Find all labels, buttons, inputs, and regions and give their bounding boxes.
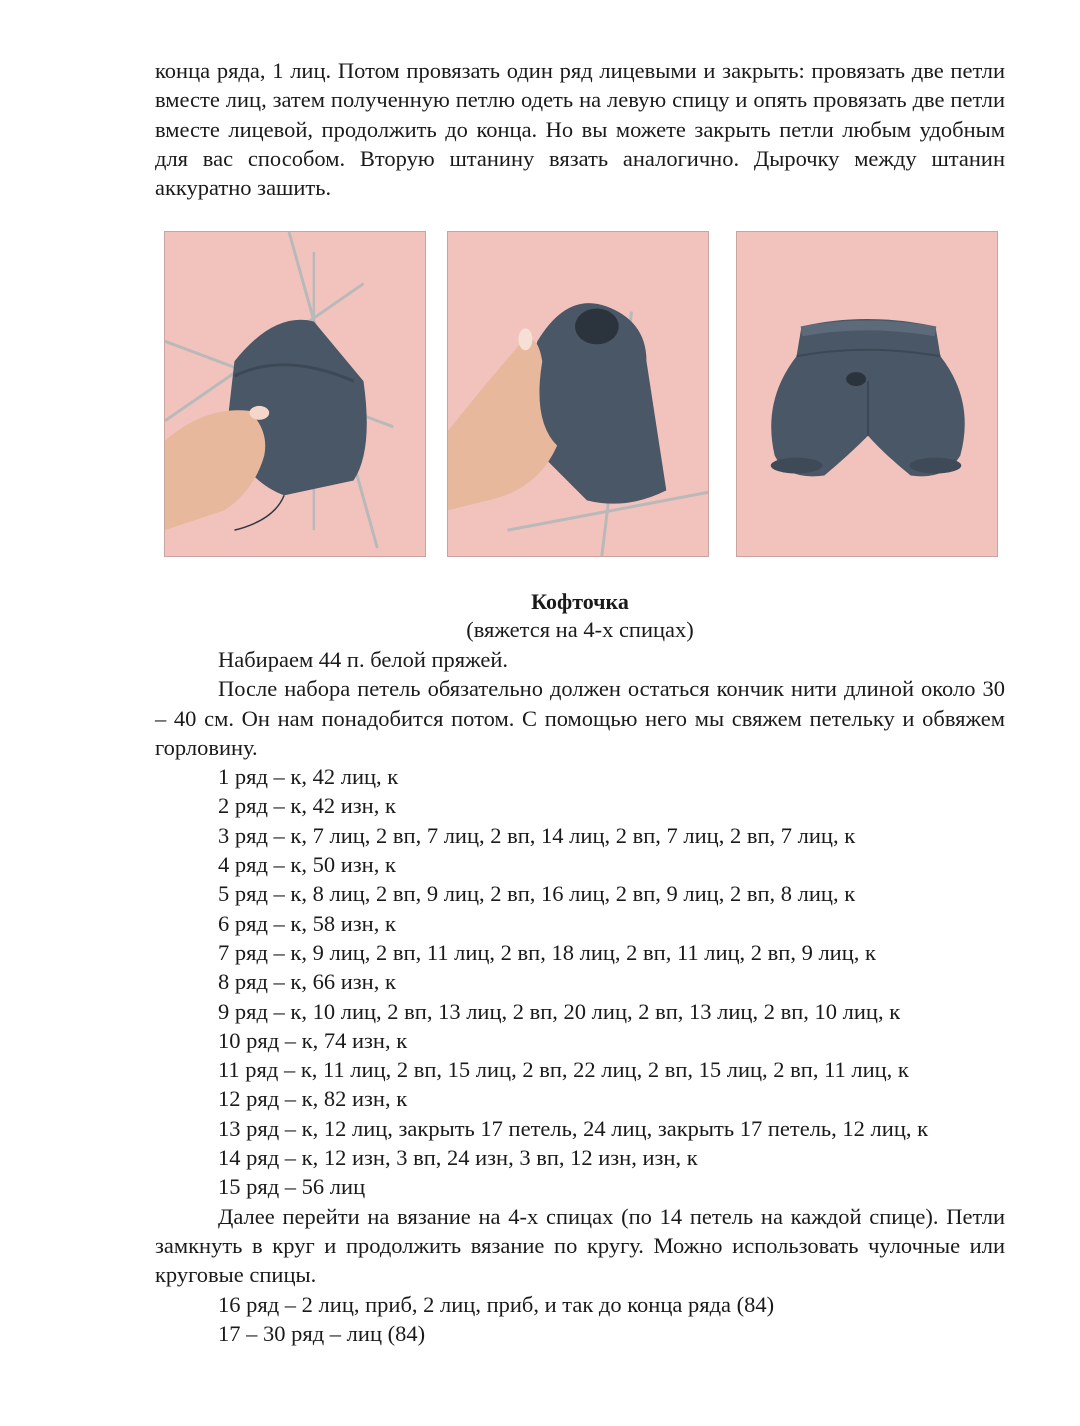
row-17-30: 17 – 30 ряд – лиц (84) xyxy=(218,1320,426,1346)
row-10: 10 ряд – к, 74 изн, к xyxy=(218,1027,408,1053)
photo-knitting-in-progress xyxy=(447,231,709,557)
row-15: 15 ряд – 56 лиц xyxy=(218,1174,366,1200)
photo-finished-bloomers xyxy=(736,231,998,557)
pattern-instructions xyxy=(155,645,1005,1348)
row-14: 14 ряд – к, 12 изн, 3 вп, 24 изн, 3 вп, 12 изн, изн, к xyxy=(218,1145,698,1171)
section-title: Кофточка xyxy=(531,589,629,614)
section-subtitle: (вяжется на 4-х спицах) xyxy=(466,617,694,642)
row-9: 9 ряд – к, 10 лиц, 2 вп, 13 лиц, 2 вп, 20 лиц, 2 вп, 13 лиц, 2 вп, 10 лиц, к xyxy=(218,998,901,1024)
row-13: 13 ряд – к, 12 лиц, закрыть 17 петель, 24 лиц, закрыть 17 петель, 12 лиц, к xyxy=(218,1115,929,1141)
row-11: 11 ряд – к, 11 лиц, 2 вп, 15 лиц, 2 вп, 22 лиц, 2 вп, 15 лиц, 2 вп, 11 лиц, к xyxy=(218,1057,909,1083)
cast-on-line: Набираем 44 п. белой пряжей. xyxy=(218,647,509,672)
row-6: 6 ряд – к, 58 изн, к xyxy=(218,910,396,936)
row-3: 3 ряд – к, 7 лиц, 2 вп, 7 лиц, 2 вп, 14 лиц, 2 вп, 7 лиц, 2 вп, 7 лиц, к xyxy=(218,822,856,848)
intro-paragraph: конца ряда, 1 лиц. Потом провязать один ряд лицевыми и закрыть: провязать две петли вместе лиц, затем полученную петлю одеть на левую спицу и опять провязать две петли вместе лицевой, продолжить до конца. Но вы можете закрыть петли любым удобным для вас способом. Вторую штанину вязать аналогично. Дырочку между штанин аккуратно зашить. xyxy=(155,58,1005,201)
row-12: 12 ряд – к, 82 изн, к xyxy=(218,1086,408,1112)
row-1: 1 ряд – к, 42 лиц, к xyxy=(218,764,399,790)
tail-note: После набора петель обязательно должен остаться кончик нити длиной около 30 – 40 см. Он нам понадобится потом. С помощью него мы свяжем петельку и обвяжем горловину. xyxy=(155,676,1005,760)
row-8: 8 ряд – к, 66 изн, к xyxy=(218,969,396,995)
row-7: 7 ряд – к, 9 лиц, 2 вп, 11 лиц, 2 вп, 18 лиц, 2 вп, 11 лиц, 2 вп, 9 лиц, к xyxy=(218,939,876,965)
photo-knitting-on-needles xyxy=(164,231,426,557)
round-knitting-note: Далее перейти на вязание на 4-х спицах (по 14 петель на каждой спице). Петли замкнуть в круг и продолжить вязание по кругу. Можно использовать чулочные или круговые спицы. xyxy=(155,1203,1005,1288)
row-5: 5 ряд – к, 8 лиц, 2 вп, 9 лиц, 2 вп, 16 лиц, 2 вп, 9 лиц, 2 вп, 8 лиц, к xyxy=(218,881,856,907)
row-4: 4 ряд – к, 50 изн, к xyxy=(218,852,396,878)
row-16: 16 ряд – 2 лиц, приб, 2 лиц, приб, и так до конца ряда (84) xyxy=(218,1291,775,1317)
row-2: 2 ряд – к, 42 изн, к xyxy=(218,793,396,819)
